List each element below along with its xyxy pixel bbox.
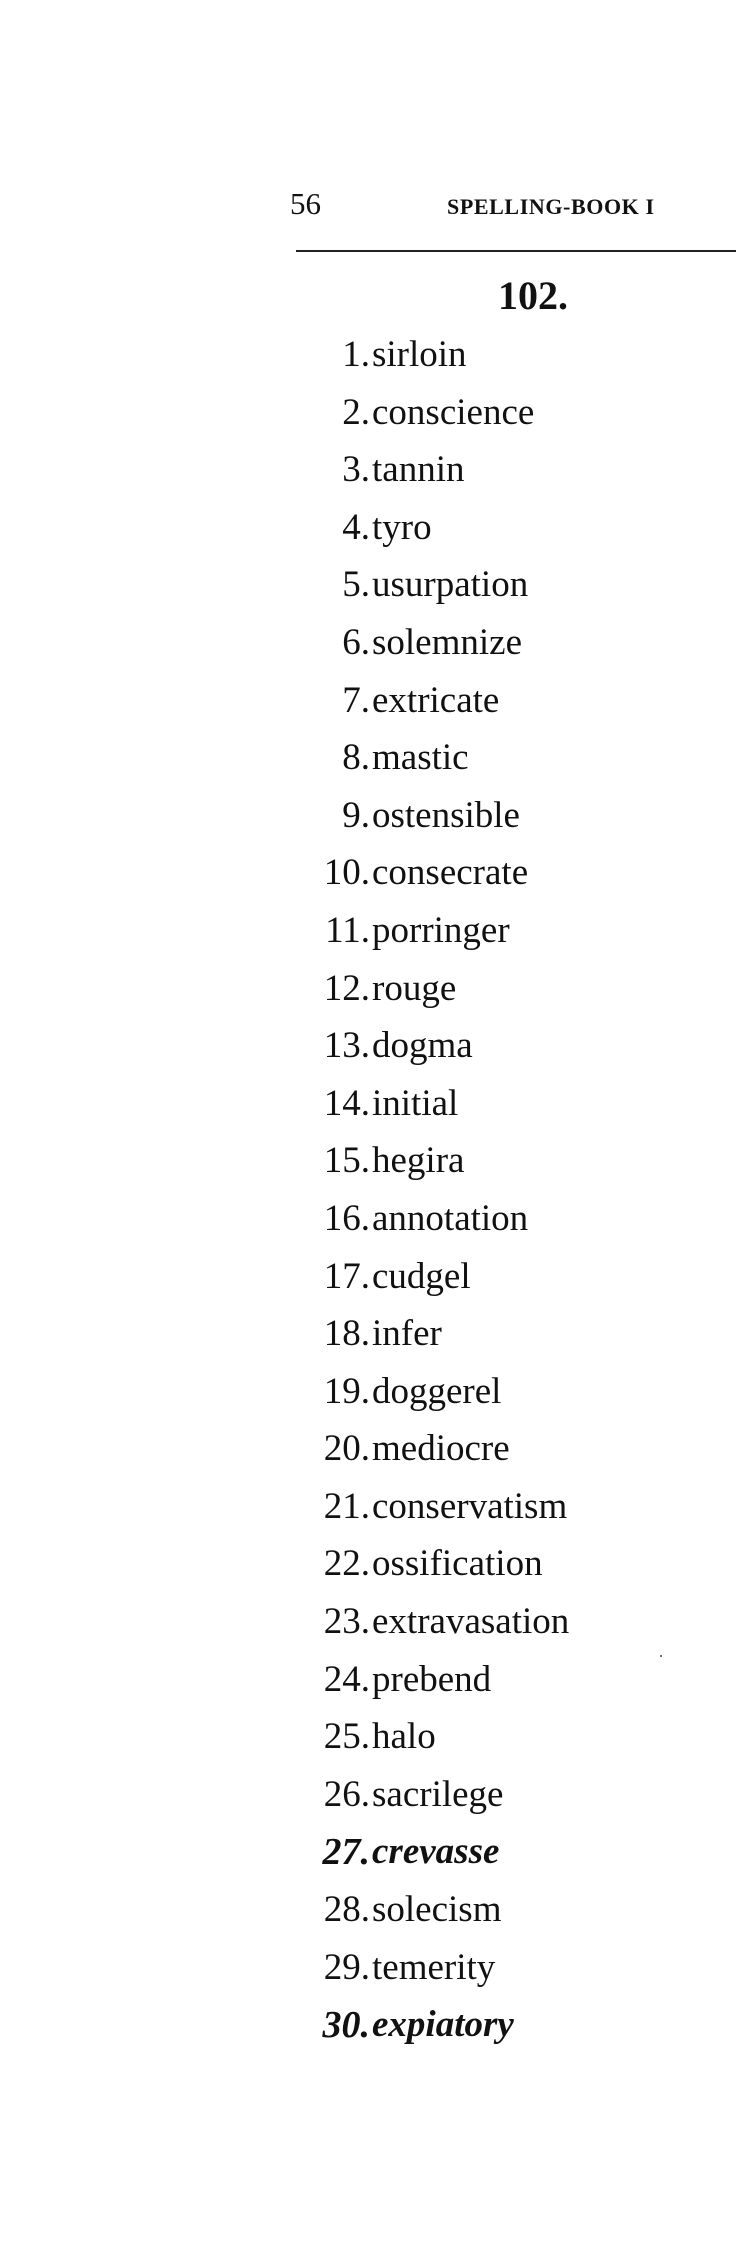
item-number: 9. — [342, 794, 370, 836]
item-word: conservatism — [372, 1485, 568, 1527]
item-word: initial — [372, 1082, 459, 1124]
item-word: tyro — [372, 506, 432, 548]
item-number: 4. — [342, 506, 370, 548]
item-word: expiatory — [372, 2004, 514, 2046]
item-word: solecism — [372, 1889, 502, 1931]
item-number: 5. — [342, 564, 370, 606]
item-number: 29. — [323, 1946, 370, 1988]
item-word: temerity — [372, 1946, 496, 1988]
item-word: ossification — [372, 1543, 543, 1585]
item-word: usurpation — [372, 564, 529, 606]
item-word: crevasse — [372, 1831, 500, 1873]
item-number: 3. — [342, 449, 370, 491]
item-number: 14. — [323, 1082, 370, 1124]
item-word: conscience — [372, 391, 535, 433]
item-number: 17. — [323, 1255, 370, 1297]
page-number: 56 — [290, 186, 321, 221]
item-word: prebend — [372, 1658, 492, 1700]
item-number: 23. — [323, 1601, 370, 1643]
section-number: 102. — [498, 273, 568, 318]
item-word: extricate — [372, 679, 500, 721]
item-number: 7. — [342, 679, 370, 721]
item-number: 10. — [323, 852, 370, 894]
item-word: extravasation — [372, 1601, 570, 1643]
item-number: 13. — [323, 1025, 370, 1067]
item-word: annotation — [372, 1197, 529, 1239]
item-number: 11. — [325, 909, 370, 951]
header-rule — [296, 250, 736, 252]
item-number: 6. — [342, 621, 370, 663]
item-number: 26. — [323, 1773, 370, 1815]
running-title: SPELLING-BOOK I — [447, 194, 655, 219]
item-number: 25. — [323, 1716, 370, 1758]
item-word: mastic — [372, 737, 469, 779]
item-word: mediocre — [372, 1428, 510, 1470]
item-word: solemnize — [372, 621, 523, 663]
item-word: sirloin — [372, 334, 467, 375]
item-number: 16. — [323, 1197, 370, 1239]
item-number: 15. — [323, 1140, 370, 1182]
item-number: 20. — [323, 1428, 370, 1470]
item-number: 30. — [322, 2004, 370, 2047]
item-number: 21. — [323, 1485, 370, 1527]
item-number: 27. — [322, 1831, 370, 1874]
item-number: 22. — [323, 1543, 370, 1585]
item-number: 24. — [323, 1658, 370, 1700]
item-number: 18. — [323, 1313, 370, 1355]
item-number: 2. — [342, 391, 370, 433]
item-word: halo — [372, 1716, 436, 1758]
item-word: sacrilege — [372, 1773, 504, 1815]
item-word: consecrate — [372, 852, 529, 894]
item-word: ostensible — [372, 794, 520, 836]
item-number: 12. — [323, 967, 370, 1009]
print-speck — [660, 1655, 662, 1657]
item-number: 8. — [342, 737, 370, 779]
running-head — [290, 186, 736, 226]
item-number: 1. — [342, 334, 370, 375]
item-word: tannin — [372, 449, 465, 491]
item-number: 28. — [323, 1889, 370, 1931]
item-word: hegira — [372, 1140, 465, 1182]
item-word: doggerel — [372, 1370, 502, 1412]
item-word: dogma — [372, 1025, 473, 1067]
item-word: porringer — [372, 909, 510, 951]
item-word: cudgel — [372, 1255, 471, 1297]
item-word: infer — [372, 1313, 442, 1355]
item-number: 19. — [323, 1370, 370, 1412]
item-word: rouge — [372, 967, 457, 1009]
